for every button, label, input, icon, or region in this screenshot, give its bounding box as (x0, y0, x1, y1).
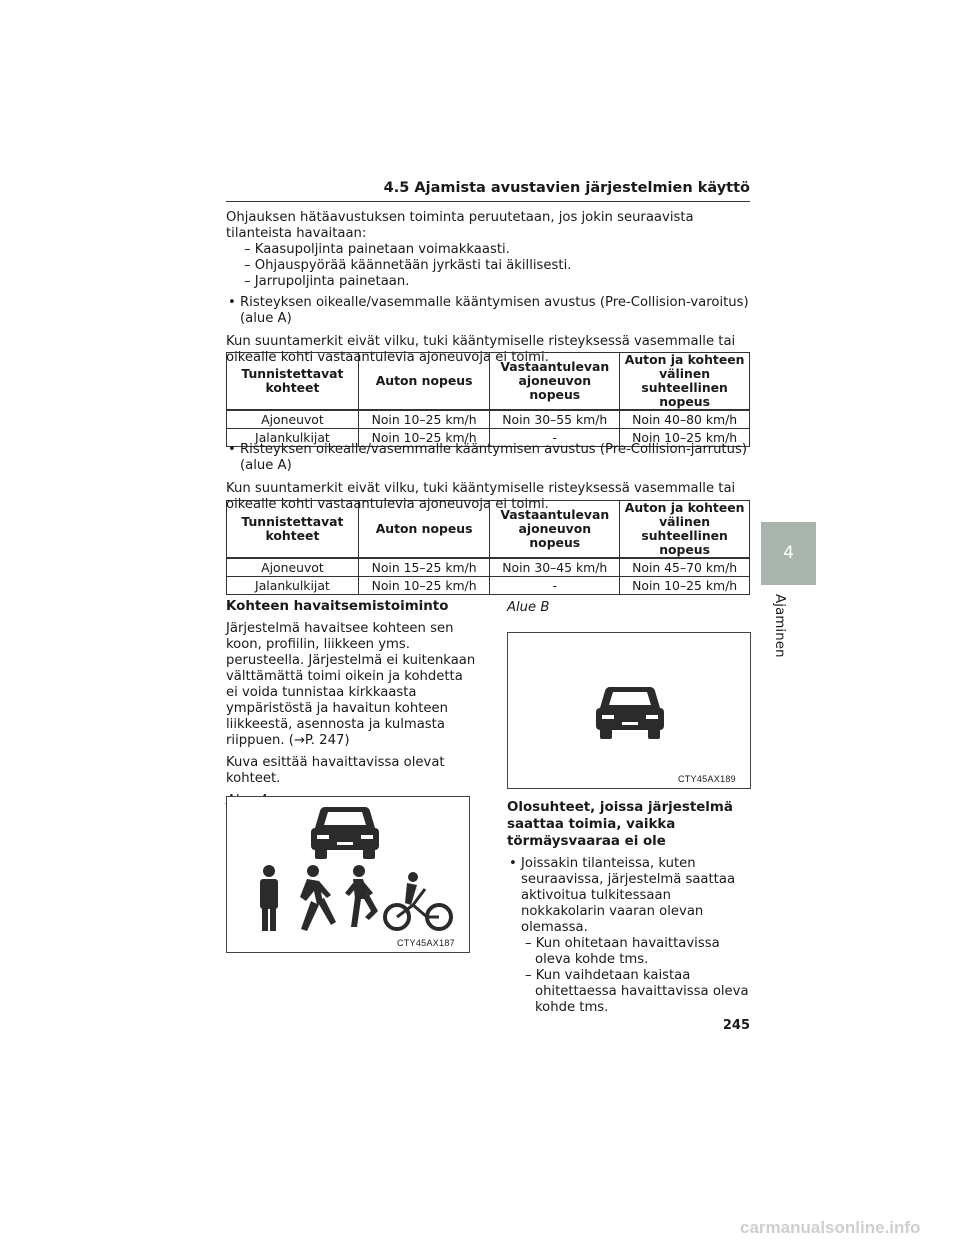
table-a-header: Auton ja kohteen välinen suhteellinen nopeus (620, 353, 750, 411)
section-a-bullet: • Risteyksen oikealle/vasemmalle kääntymisen avustus (Pre-Collision-varoitus) (alue A) (226, 295, 750, 327)
walking-person-icon (300, 865, 336, 931)
table-cell: Noin 10–25 km/h (358, 429, 489, 447)
table-cell: - (490, 577, 620, 595)
table-b-header-row (227, 501, 750, 559)
figure-area-b (507, 632, 751, 789)
intro-text: Ohjauksen hätäavustuksen toiminta peruutetaan, jos jokin seuraavista tilanteista havaitaan: (226, 210, 694, 241)
car-icon (596, 687, 664, 739)
table-b-header: Auton nopeus (358, 501, 489, 559)
table-cell: Ajoneuvot (227, 410, 359, 429)
table-cell: Noin 10–25 km/h (358, 410, 489, 429)
detection-para: Järjestelmä havaitsee kohteen sen koon, profiilin, liikkeen yms. perusteella. Järjestelmä ei kuitenkaan välttämättä toimi oikein ja kohdetta ei voida tunnistaa kirkkaasta ympäristöstä ja havaitun kohteen liikkeestä, asennosta ja kulmasta riippuen. (→P. 247) (226, 621, 476, 748)
cyclist-icon (385, 872, 451, 929)
table-cell: Noin 10–25 km/h (358, 577, 489, 595)
footer-watermark: carmanualsonline.info (740, 1218, 921, 1237)
table-cell: Noin 40–80 km/h (620, 410, 750, 429)
table-b-header: Auton ja kohteen välinen suhteellinen nopeus (620, 501, 750, 559)
table-a-header: Tunnistettavat kohteet (227, 353, 359, 411)
table-cell: Noin 15–25 km/h (358, 558, 489, 577)
detection-figure-intro: Kuva esittää havaittavissa olevat kohteet. (226, 755, 445, 786)
intro-item-2: – Ohjauspyörää käännetään jyrkästi tai äkillisesti. (244, 258, 572, 273)
false-activation-bullet: • Joissakin tilanteissa, kuten seuraavissa, järjestelmä saattaa aktivoitua tulkitessaan nokkakolarin vaaran olevan olemassa. (507, 856, 751, 936)
section-b-para: Kun suuntamerkit eivät vilku, tuki kääntymiselle risteyksessä vasemmalle tai oikealle kohti vastaantulevia ajoneuvoja ei toimi. (226, 481, 736, 512)
intro-item-1: – Kaasupoljinta painetaan voimakkaasti. (244, 242, 510, 257)
table-cell: Noin 30–55 km/h (490, 410, 620, 429)
running-person-icon (345, 865, 378, 927)
table-cell: Jalankulkijat (227, 429, 359, 447)
table-b-header: Tunnistettavat kohteet (227, 501, 359, 559)
table-cell: - (490, 429, 620, 447)
table-a-header: Vastaantulevan ajoneuvon nopeus (490, 353, 620, 411)
chapter-label-text: Ajaminen (772, 594, 788, 658)
figure-a-code: CTY45AX187 (396, 938, 455, 948)
figure-b-code: CTY45AX189 (677, 774, 736, 784)
table-cell: Jalankulkijat (227, 577, 359, 595)
figure-area-a (226, 796, 470, 953)
header-rule (226, 201, 750, 202)
table-row (227, 410, 750, 429)
intro-item-3: – Jarrupoljinta painetaan. (244, 274, 410, 289)
table-b (226, 500, 750, 595)
right-column-text (507, 799, 751, 1016)
table-cell: Ajoneuvot (227, 558, 359, 577)
page-number: 245 (722, 1018, 750, 1033)
intro-block (226, 210, 750, 290)
table-b-header: Vastaantulevan ajoneuvon nopeus (490, 501, 620, 559)
chapter-tab: 4 (761, 522, 816, 585)
false-activation-item-2: – Kun vaihdetaan kaistaa ohitettaessa havaittavissa oleva kohde tms. (525, 968, 749, 1015)
area-b-label: Alue B (507, 600, 550, 615)
figure-area-b-drawing (508, 633, 750, 788)
detection-heading: Kohteen havaitsemistoiminto (226, 599, 449, 614)
table-row (227, 558, 750, 577)
chapter-label (770, 594, 792, 658)
table-a-header-row (227, 353, 750, 411)
left-column (226, 598, 476, 809)
table-a (226, 352, 750, 447)
table-cell: Noin 10–25 km/h (620, 429, 750, 447)
table-cell: Noin 45–70 km/h (620, 558, 750, 577)
figure-area-a-drawing (227, 797, 469, 952)
section-a-para: Kun suuntamerkit eivät vilku, tuki kääntymiselle risteyksessä vasemmalle tai oikealle kohti vastaantulevia ajoneuvoja ei toimi. (226, 334, 736, 365)
table-a-header: Auton nopeus (358, 353, 489, 411)
pedestrian-icon (260, 865, 278, 931)
section-b-bullet: • Risteyksen oikealle/vasemmalle kääntymisen avustus (Pre-Collision-jarrutus) (alue A) (226, 442, 750, 474)
table-cell: Noin 30–45 km/h (490, 558, 620, 577)
false-activation-heading: Olosuhteet, joissa järjestelmä saattaa toimia, vaikka törmäysvaaraa ei ole (507, 800, 733, 849)
false-activation-item-1: – Kun ohitetaan havaittavissa oleva kohde tms. (525, 936, 720, 967)
table-row (227, 577, 750, 595)
section-header: 4.5 Ajamista avustavien järjestelmien käyttö (383, 180, 750, 196)
car-icon (311, 807, 379, 859)
table-cell: Noin 10–25 km/h (620, 577, 750, 595)
